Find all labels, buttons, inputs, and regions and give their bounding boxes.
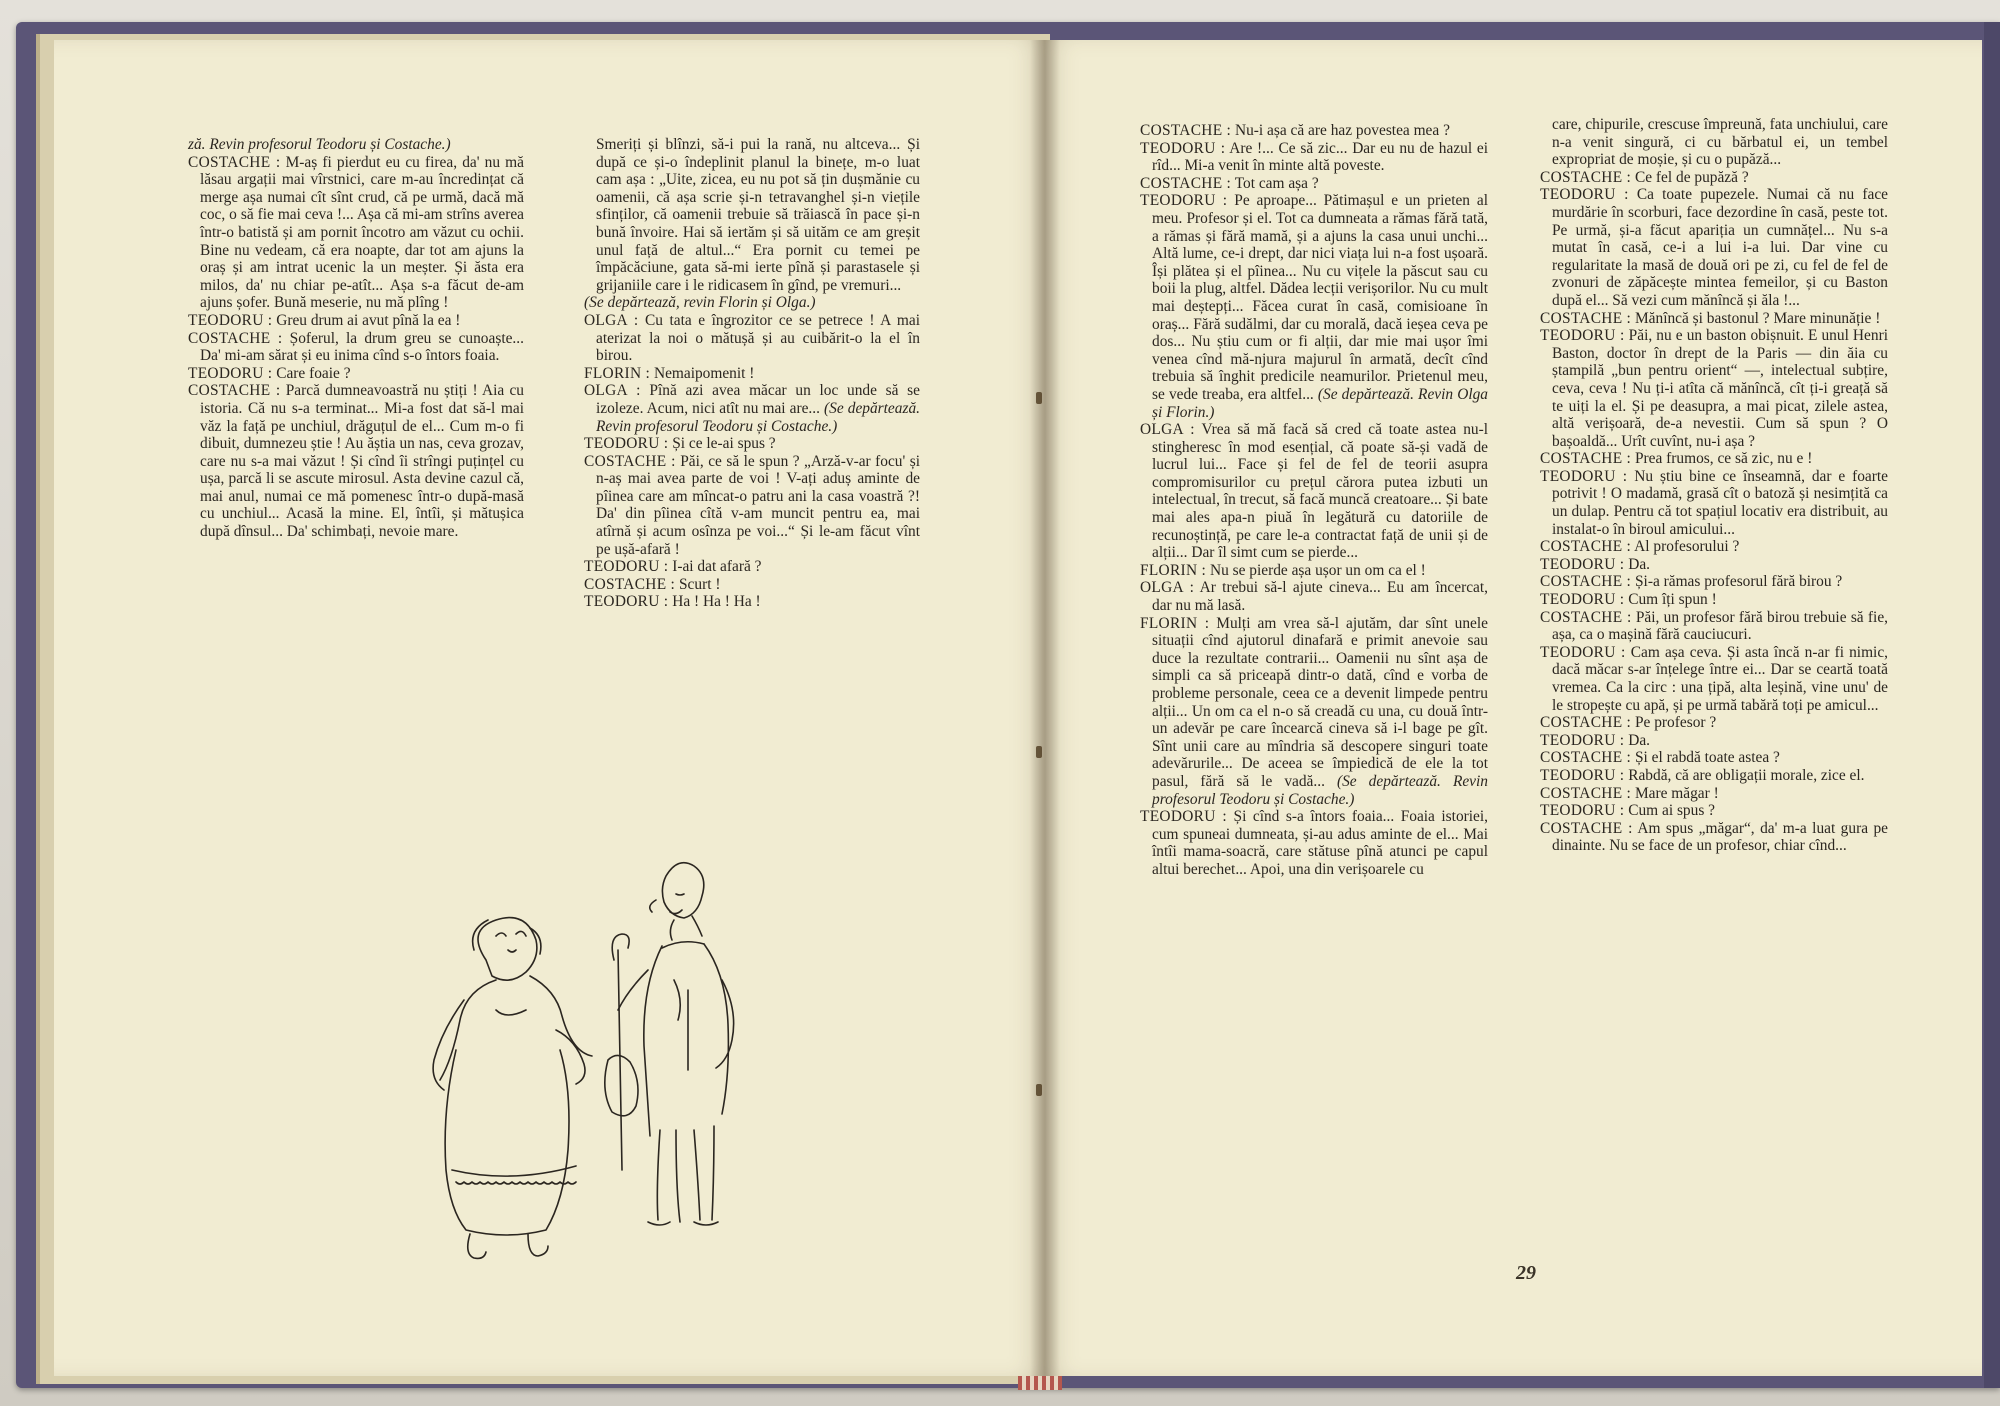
dialogue-text: Pînă azi avea măcar un loc unde să se izoleze. Acum, nici atît nu mai are...: [596, 382, 920, 417]
dialogue-paragraph: [1140, 421, 1488, 562]
dialogue-paragraph: [584, 365, 920, 383]
dialogue-paragraph: [1540, 538, 1888, 556]
dialogue-text: Ca toate pupezele. Numai că nu face murdărie în scorburi, face dezordine în casă, peste tot. Pe urmă, și-a făcut apariția un cumnățel... Nu s-a mutat în casă, ce-i a lui i-a lui. Dar vine cu regularitate la masă de două ori pe zi, cu fel de fel de zvonuri de zăpăcește mintea femeilor, și cu Baston după el... Să vezi cum mănîncă și ăla !...: [1552, 186, 1888, 309]
dialogue-paragraph: [1540, 591, 1888, 609]
speaker-name: FLORIN :: [1140, 561, 1207, 579]
dialogue-text: Am spus „măgar“, da' m-a luat gura pe dinainte. Nu se face de un profesor, chiar cînd...: [1552, 819, 1889, 855]
dialogue-paragraph: [1140, 579, 1488, 614]
dialogue-text: Mănîncă și bastonul ? Mare minunăție !: [1631, 309, 1881, 327]
stage-direction-text: (Se depărtează, revin Florin și Olga.): [584, 294, 816, 312]
dialogue-paragraph: [1540, 644, 1888, 714]
right-page-column-1: [1140, 122, 1488, 879]
dialogue-paragraph: [584, 382, 920, 435]
left-page: [54, 40, 1044, 1376]
speaker-name: COSTACHE :: [1140, 122, 1232, 139]
dialogue-paragraph: [1540, 450, 1888, 468]
dialogue-paragraph: [584, 593, 920, 611]
dialogue-paragraph: [1140, 122, 1488, 140]
dialogue-paragraph: [1540, 767, 1888, 785]
speaker-name: COSTACHE :: [1540, 749, 1632, 767]
stage-direction: [188, 136, 524, 154]
dialogue-text: Ar trebui să-l ajute cineva... Eu am încercat, dar nu mă lasă.: [1152, 579, 1488, 615]
dialogue-paragraph: [1540, 802, 1888, 820]
speaker-name: TEODORU :: [1140, 139, 1226, 157]
dialogue-text: Și cînd s-a întors foaia... Foaia istoriei, cum spuneai dumneata, și-au adus aminte de el... Mai întîi mama-soacră, care stătuse pînă atunci pe capul altui berechet... Apoi, una din verișoarele cu: [1152, 808, 1488, 878]
dialogue-paragraph: [1540, 785, 1888, 803]
speaker-name: COSTACHE :: [1540, 309, 1632, 327]
speaker-name: COSTACHE :: [584, 575, 676, 593]
dialogue-text: Al profesorului ?: [1631, 538, 1740, 556]
speaker-name: TEODORU :: [1140, 808, 1228, 826]
dialogue-paragraph: [1540, 573, 1888, 591]
dialogue-text: Cum ai spus ?: [1624, 802, 1715, 820]
dialogue-text: Mare măgar !: [1631, 784, 1719, 802]
speaker-name: COSTACHE :: [1540, 784, 1632, 802]
dialogue-paragraph: [1140, 808, 1488, 878]
dialogue-paragraph: [1540, 116, 1888, 169]
dialogue-paragraph: [584, 453, 920, 559]
stage-direction-text: (Se depărtează. Revin profesorul Teodoru și Costache.): [1152, 772, 1488, 808]
dialogue-paragraph: [1140, 140, 1488, 175]
dialogue-paragraph: [1540, 732, 1888, 750]
speaker-name: TEODORU :: [584, 435, 669, 453]
dialogue-text: I-ai dat afară ?: [668, 558, 762, 576]
dialogue-text: Da.: [1624, 731, 1651, 749]
dialogue-paragraph: [584, 435, 920, 453]
stage-direction-text: (Se depărtează. Revin profesorul Teodoru și Costache.): [596, 399, 920, 435]
dialogue-text: Ha ! Ha ! Ha !: [668, 593, 761, 611]
stage-direction-text: ză. Revin profesorul Teodoru și Costache.): [188, 136, 451, 153]
dialogue-text: M-aș fi pierdut eu cu firea, da' nu mă lăsau argații mai vîrstnici, care m-au încredințat că merge așa numai cît sînt crud, că pe urmă, dacă mă coc, o să fie mai ceva !... Așa că mi-am strîns averea într-o batistă și am pornit încotro am văzut cu ochii. Bine nu vedeam, că era noapte, dar tot am ajuns la oraș și am intrat ucenic la un meșter. Și ăsta era milos, da' nu chiar pe-atît... Așa s-a făcut de-am ajuns șofer. Bună meserie, nu mă plîng !: [200, 153, 524, 312]
dialogue-paragraph: [1540, 609, 1888, 644]
speaker-name: COSTACHE :: [188, 382, 281, 400]
dialogue-paragraph: [1540, 327, 1888, 450]
dialogue-text: Cu tata e îngrozitor ce se petrece ! A mai aterizat la noi o mătușă și au cuibărit-o la el în birou.: [596, 311, 920, 365]
dialogue-paragraph: [1540, 310, 1888, 328]
speaker-name: TEODORU :: [1540, 591, 1625, 609]
speaker-name: COSTACHE :: [1540, 168, 1632, 186]
spine-headband: [1018, 1376, 1062, 1390]
dialogue-paragraph: [584, 576, 920, 594]
dialogue-text: Nu se pierde așa ușor un om ca el !: [1206, 561, 1426, 579]
dialogue-paragraph: [1540, 186, 1888, 309]
speaker-name: COSTACHE :: [1540, 573, 1632, 591]
dialogue-paragraph: [1540, 820, 1888, 855]
stage-direction: [584, 294, 920, 312]
dialogue-text: Are !... Ce să zic... Dar eu nu de hazul ei rîd... Mi-a venit în minte altă poveste.: [1152, 139, 1488, 175]
dialogue-paragraph: [1540, 556, 1888, 574]
speaker-name: COSTACHE :: [584, 452, 676, 470]
dialogue-text: Păi, nu e un baston obișnuit. E unul Henri Baston, doctor în drept de la Paris — din ăia cu ștampilă „bun pentru orient“ —, intelectual subțire, ceva, ceva ! Nu ți-i atîta că mănîncă, cît ți-i greață să te uiți la el. Și pe deasupra, a mai picat, zilele astea, altă verișoară, de-a nevestii. Cum să spun ? O bașoaldă... Urît cuvînt, nu-i așa ?: [1552, 327, 1888, 450]
left-page-column-1: [188, 136, 524, 541]
dialogue-paragraph: [188, 365, 524, 383]
dialogue-text: Pe aproape... Pătimașul e un prieten al meu. Profesor și el. Tot ca dumneata a rămas fără tată, a rămas și fără mamă, și a ajuns la casa unui unchi... Altă lume, ce-i drept, dar nici viața lui n-a fost ușoară. Își plătea și el pîinea... Nu cu vițele la păscut sau cu boii la plug, altfel. Dădea lecții verișorilor. Nu cu mult mai deștepți... Făcea curat în casă, comisioane în oraș... Fără sudălmi, dar cu morală, dacă ieșea ceva pe dos... Nu știu cum or fi alții, dar mie mai ușor îmi venea cînd mă-njura majurul în armată, decît cînd trebuia să înghit predicile neamurilor. Prietenul meu, se vede treaba, era altfel...: [1152, 192, 1488, 403]
dialogue-paragraph: [1540, 468, 1888, 538]
speaker-name: TEODORU :: [1540, 731, 1625, 749]
dialogue-paragraph: [584, 136, 920, 294]
dialogue-text: Nu-i așa că are haz povestea mea ?: [1231, 122, 1450, 139]
dialogue-paragraph: [584, 558, 920, 576]
dialogue-paragraph: [1540, 169, 1888, 187]
speaker-name: TEODORU :: [1540, 327, 1625, 345]
speaker-name: OLGA :: [1140, 421, 1195, 439]
speaker-name: OLGA :: [584, 311, 639, 329]
dialogue-text: Nu știu bine ce înseamnă, dar e foarte potrivit ! O madamă, grasă cît o batoză și nesimțită ca un dulap. Pentru că tot spațiul locativ era distribuit, au instalat-o în biroul amicului...: [1552, 467, 1888, 538]
speaker-name: FLORIN :: [1140, 614, 1210, 632]
speaker-name: COSTACHE :: [188, 329, 283, 347]
book-gutter: [1030, 40, 1060, 1376]
speaker-name: COSTACHE :: [1540, 538, 1632, 556]
dialogue-text: Și-a rămas profesorul fără birou ?: [1631, 573, 1843, 591]
dialogue-text: Păi, un profesor fără birou trebuie să fie, așa, ca o mașină fără cauciucuri.: [1552, 608, 1888, 644]
dialogue-text: Greu drum ai avut pînă la ea !: [272, 311, 461, 329]
dialogue-paragraph: [1140, 175, 1488, 193]
drawing-illustration: [404, 850, 804, 1280]
speaker-name: TEODORU :: [1540, 802, 1625, 820]
speaker-name: TEODORU :: [1540, 467, 1628, 485]
dialogue-text: Și ce le-ai spus ?: [668, 435, 776, 453]
speaker-name: COSTACHE :: [1540, 819, 1633, 837]
dialogue-text: Păi, ce să le spun ? „Arză-v-ar focu' și n-aș mai avea parte de voi ! V-ați aduș aminte de pîinea care am mîncat-o patru ani la casa voastră ?! Da' din pîinea cîtă v-am muncit pentru ea, mai atîrnă și acum osînza pe voi...“ Și le-am făcut vînt pe ușă-afară !: [596, 452, 920, 558]
right-page: [1044, 40, 1982, 1376]
speaker-name: FLORIN :: [584, 364, 651, 382]
dialogue-paragraph: [1140, 192, 1488, 421]
dialogue-text: Parcă dumneavoastră nu știți ! Aia cu istoria. Că nu s-a terminat... Mi-a fost dat să-l mai văz la față pe unchiul, drăguțul de el... Cum m-o fi dibuit, dumnezeu știe ! Au ăștia un nas, ceva grozav, care nu s-a mai văzut ! Și cînd îi strîngi puțințel cu ușa, parcă li se ascute mirosul. Asta devine cazul că, mai anul, numai ce mă pomenesc într-o după-masă cu unchiul... Acasă la mine. El, întîi, și mătușica după dînsul... Da' schimbați, nevoie mare.: [200, 382, 524, 541]
speaker-name: COSTACHE :: [1540, 608, 1632, 626]
speaker-name: COSTACHE :: [1140, 174, 1232, 192]
book-cover-edge: [1984, 22, 2000, 1388]
page-number: 29: [1516, 1262, 1536, 1284]
dialogue-text: Cum îți spun !: [1624, 591, 1717, 609]
dialogue-paragraph: [1140, 562, 1488, 580]
speaker-name: COSTACHE :: [1540, 450, 1632, 468]
speaker-name: TEODORU :: [1540, 186, 1629, 204]
dialogue-paragraph: [188, 330, 524, 365]
left-page-column-2: [584, 136, 920, 611]
speaker-name: TEODORU :: [188, 364, 273, 382]
dialogue-text: care, chipurile, crescuse împreună, fata unchiului, care n-a venit singură, ci cu bărbatul ei, un tembel expropriat de moșie, și cu o pupăză...: [1552, 116, 1888, 169]
speaker-name: TEODORU :: [1140, 192, 1228, 210]
dialogue-text: Prea frumos, ce să zic, nu e !: [1631, 450, 1813, 468]
speaker-name: TEODORU :: [1540, 766, 1625, 784]
speaker-name: TEODORU :: [584, 558, 669, 576]
dialogue-paragraph: [188, 382, 524, 540]
dialogue-text: Rabdă, că are obligații morale, zice el.: [1624, 766, 1865, 784]
speaker-name: TEODORU :: [584, 593, 669, 611]
dialogue-text: Ce fel de pupăză ?: [1631, 168, 1749, 186]
speaker-name: COSTACHE :: [188, 153, 281, 171]
dialogue-text: Scurt !: [675, 575, 721, 593]
dialogue-text: Și el rabdă toate astea ?: [1631, 749, 1780, 767]
speaker-name: TEODORU :: [1540, 643, 1626, 661]
dialogue-text: Cam așa ceva. Și asta încă n-ar fi nimic, dacă măcar s-ar înțelege între ei... Dar se ceartă toată vremea. Ca la circ : una țipă, alta leșină, vine unu' de le stropește cu apă, și pe urmă tabără toți pe amicul...: [1552, 643, 1889, 714]
speaker-name: OLGA :: [584, 382, 641, 400]
dialogue-text: Tot cam așa ?: [1231, 174, 1319, 192]
dialogue-text: Da.: [1624, 555, 1651, 573]
speaker-name: COSTACHE :: [1540, 714, 1632, 732]
dialogue-text: Care foaie ?: [272, 364, 351, 382]
dialogue-paragraph: [1540, 749, 1888, 767]
right-page-column-2: [1540, 116, 1888, 855]
dialogue-text: Nemaipomenit !: [650, 364, 755, 382]
dialogue-paragraph: [188, 312, 524, 330]
speaker-name: TEODORU :: [1540, 555, 1625, 573]
dialogue-text: Pe profesor ?: [1631, 714, 1717, 732]
speaker-name: OLGA :: [1140, 579, 1195, 597]
dialogue-text: Mulți am vrea să-l ajutăm, dar sînt unele situații cînd ajutorul dinafară e primit anevoie sau duce la rezultate contrarii... Oamenii nu sînt așa de simpli ca să priceapă dintr-o dată, cînd e vorba de probleme personale, ceea ce a devenit limpede pentru alții... Un om ca el n-o să creadă cu una, cu două într-un adevăr pe care încearcă cineva să i-l bage pe gît. Sînt unii care au mîndria să descopere singuri toate adevărurile... De aceea se împiedică de ele la tot pasul, fără să le vadă...: [1152, 614, 1488, 790]
dialogue-paragraph: [188, 154, 524, 312]
speaker-name: TEODORU :: [188, 311, 273, 329]
stage-direction-text: (Se depărtează. Revin Olga și Florin.): [1152, 385, 1488, 421]
dialogue-text: Șoferul, la drum greu se cunoaște... Da' mi-am sărat și eu inima cînd s-o întors foaia.: [200, 329, 524, 365]
dialogue-paragraph: [1540, 714, 1888, 732]
dialogue-paragraph: [584, 312, 920, 365]
dialogue-paragraph: [1140, 615, 1488, 809]
dialogue-text: Smeriți și blînzi, să-i pui la rană, nu altceva... Și după ce și-o îndeplinit planul la binețe, m-o luat cam așa : „Uite, zicea, eu nu pot să țin dușmănie cu oamenii, că așa scrie și-n tetravanghel și-n viețile sfinților, că oamenii trebuie să trăiască în pace și-n bună învoire. Hai să iertăm și să uităm ce am greșit unul față de altul...“ Era pornit cu temei pe împăcăciune, gata să-mi ierte pînă și parastasele și grijaniile care i le ridicasem în gînd, pe vremuri...: [596, 136, 920, 294]
dialogue-text: Vrea să mă facă să cred că toate astea nu-l stingheresc în mod esențial, că poate să-și vadă de lucrul lui... Face și fel de fel de teorii asupra compromisurilor cu prețul cărora putea izbuti un intelectual, în trecut, să facă muncă creatoare... Și bate mai ales apa-n piuă în legătură cu datoriile de recunoștință, pe care le-a contractat față de unii și de alții... Dar îl simt cum se pierde...: [1152, 421, 1489, 562]
